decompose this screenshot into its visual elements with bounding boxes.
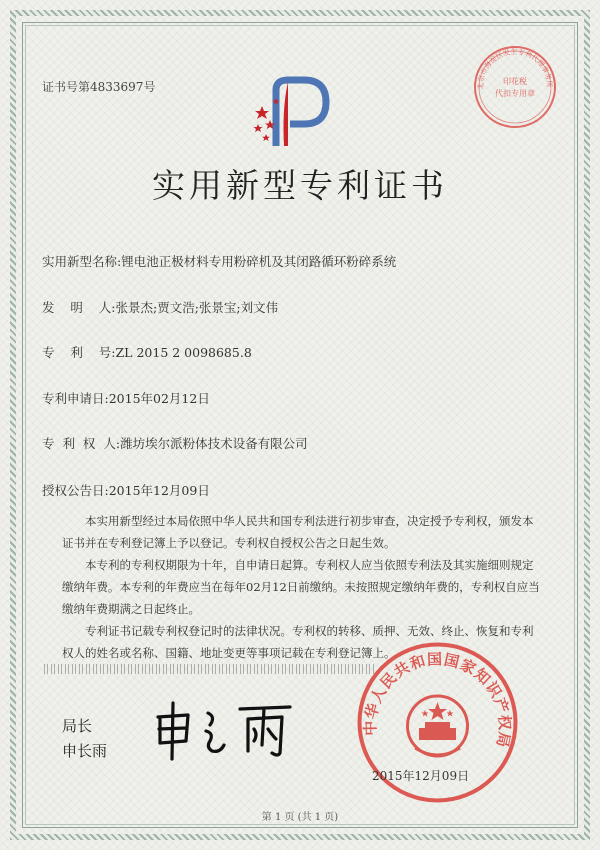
inventor-label: 发 明 人: <box>42 300 116 315</box>
field-application-date <box>42 389 210 407</box>
application-date-label: 专利申请日: <box>42 391 109 406</box>
director-name: 申长雨 <box>62 742 108 760</box>
field-inventors <box>42 298 278 316</box>
svg-text:印花税: 印花税 <box>503 77 527 86</box>
utility-model-name-value: 锂电池正极材料专用粉碎机及其闭路循环粉碎系统 <box>121 254 397 269</box>
director-title: 局长 <box>62 717 93 735</box>
body-paragraph-3: 专利证书记载专利权登记时的法律状况。专利权的转移、质押、无效、终止、恢复和专利权人的姓名或名称、国籍、地址变更等事项记载在专利登记簿上。 <box>62 624 534 660</box>
field-utility-model-name <box>42 252 396 270</box>
patentee-label: 专 利 权 人: <box>42 436 121 451</box>
certificate-number: 证书号第4833697号 <box>42 80 156 94</box>
seal-date: 2015年12月09日 <box>372 769 470 783</box>
announcement-date-label: 授权公告日: <box>42 483 109 498</box>
field-announcement-date <box>42 481 210 499</box>
inventors-value: 张景杰;贾文浩;张景宝;刘文伟 <box>115 300 279 315</box>
svg-text:中华人民共和国国家知识产权局: 中华人民共和国国家知识产权局 <box>361 650 514 750</box>
field-patent-number <box>42 343 252 361</box>
svg-text:代扣专用章: 代扣专用章 <box>495 89 535 98</box>
director-signature <box>150 695 300 765</box>
announcement-date-value: 2015年12月09日 <box>108 483 210 498</box>
patent-number-label: 专 利 号: <box>42 345 116 360</box>
field-patentee <box>42 434 308 452</box>
patent-office-logo <box>248 68 338 158</box>
body-paragraph-1: 本实用新型经过本局依照中华人民共和国专利法进行初步审查，决定授予专利权，颁发本证书并在专利登记簿上予以登记。专利权自授权公告之日起生效。 <box>62 514 534 550</box>
svg-text:北京市海淀区发生专利代理事务所: 北京市海淀区发生专利代理事务所 <box>476 47 554 90</box>
page-number: 第 1 页 (共 1 页) <box>261 812 339 823</box>
application-date-value: 2015年02月12日 <box>108 391 210 406</box>
utility-model-name-label: 实用新型名称: <box>42 254 122 269</box>
certificate-title: 实用新型专利证书 <box>152 166 448 205</box>
body-paragraph-2: 本专利的专利权期限为十年，自申请日起算。专利权人应当依照专利法及其实施细则规定缴纳年费。本专利的年费应当在每年02月12日前缴纳。未按照规定缴纳年费的，专利权自应当缴纳年费期满之日起终止。 <box>62 558 540 616</box>
stamp-duty-seal <box>470 42 560 132</box>
barcode-strip <box>44 664 374 674</box>
patent-number-value: ZL 2015 2 0098685.8 <box>115 345 252 360</box>
patentee-value: 潍坊埃尔派粉体技术设备有限公司 <box>120 436 308 451</box>
